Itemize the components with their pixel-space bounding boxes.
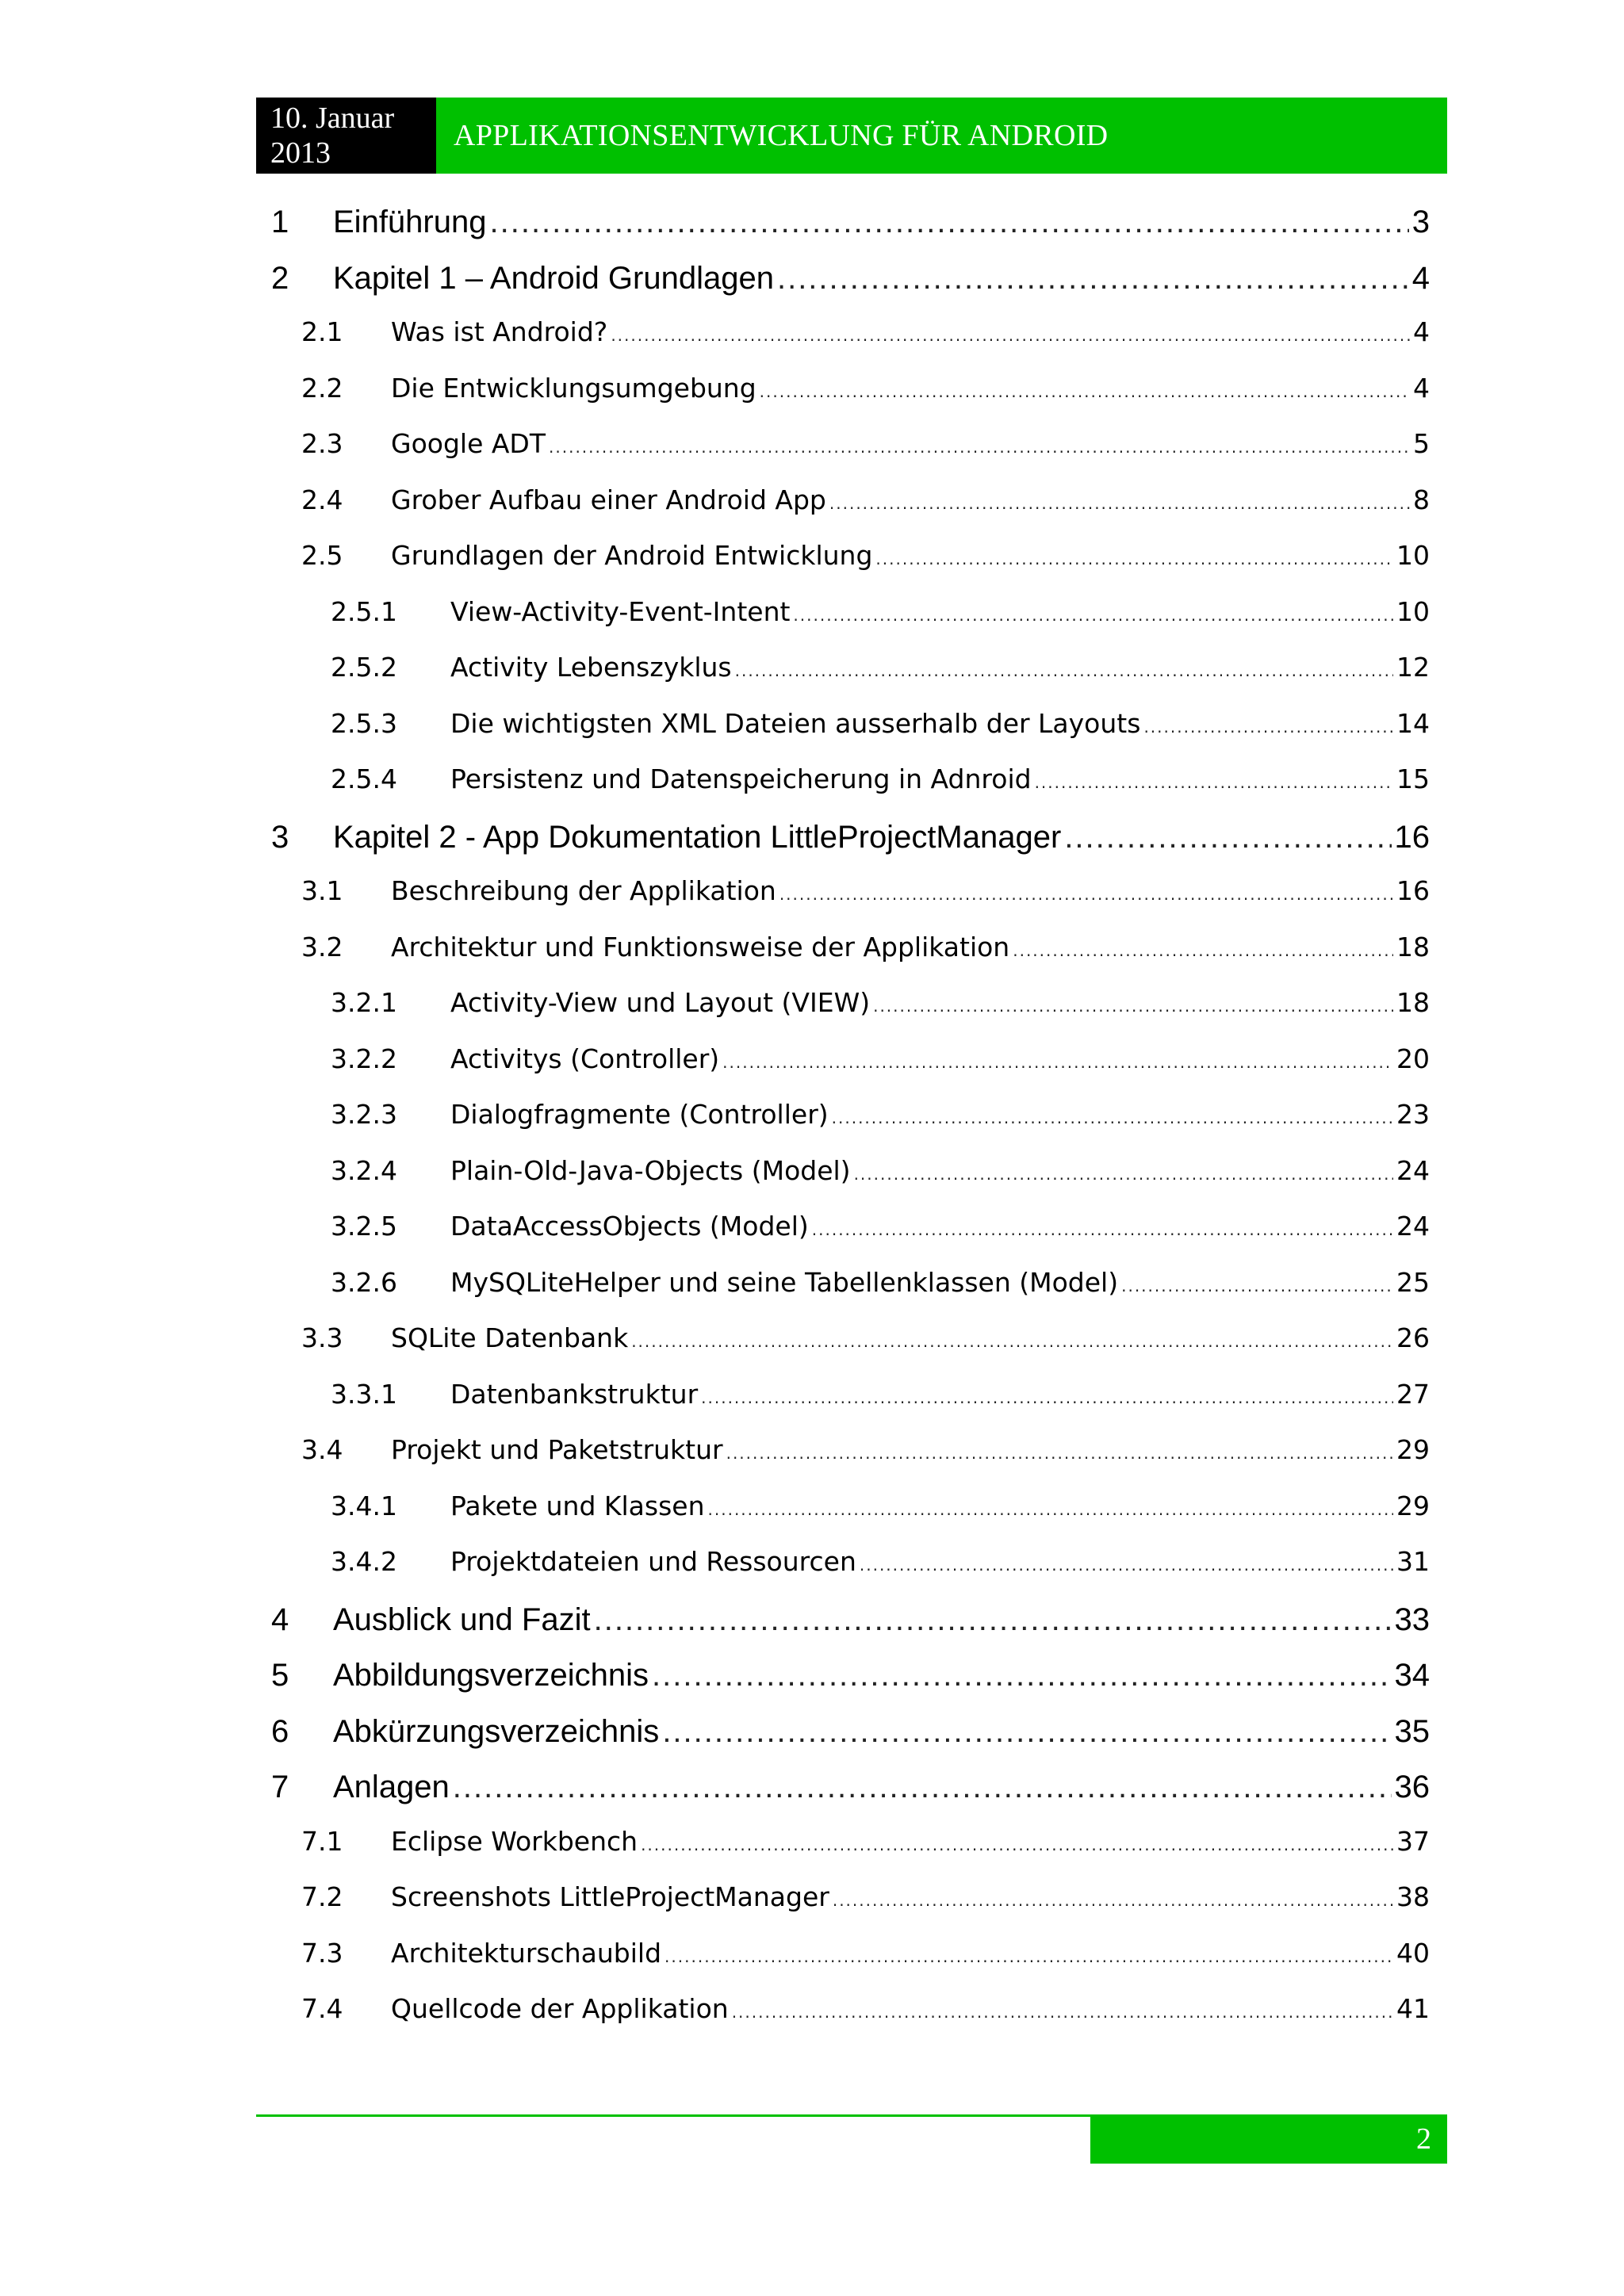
toc-dot-leader xyxy=(875,549,1393,568)
toc-entry[interactable] xyxy=(270,987,1430,1043)
toc-dot-leader xyxy=(832,1108,1393,1127)
toc-entry-page[interactable]: 14 xyxy=(1396,707,1430,739)
toc-entry-number: 3.1 xyxy=(301,875,343,906)
toc-entry[interactable] xyxy=(270,763,1430,820)
toc-dot-leader xyxy=(662,1714,1391,1750)
page-header xyxy=(256,98,1447,174)
toc-entry-number: 3.2.5 xyxy=(331,1211,397,1242)
toc-entry-number: 3.2.3 xyxy=(331,1099,397,1130)
toc-dot-leader xyxy=(854,1165,1393,1184)
toc-entry-title[interactable]: Grundlagen der Android Entwicklung xyxy=(391,540,873,571)
toc-entry-number: 3 xyxy=(271,819,289,855)
toc-entry-page[interactable]: 35 xyxy=(1394,1713,1430,1749)
toc-dot-leader xyxy=(1064,820,1391,855)
toc-entry-number: 7.1 xyxy=(301,1825,343,1857)
toc-entry[interactable] xyxy=(270,1379,1430,1435)
toc-entry-title[interactable]: Kapitel 2 - App Dokumentation LittleProjectManager xyxy=(333,819,1062,855)
toc-entry-title[interactable]: View-Activity-Event-Intent xyxy=(450,595,791,627)
toc-entry[interactable] xyxy=(270,540,1430,596)
toc-entry-number: 3.4 xyxy=(301,1434,343,1465)
toc-entry-number: 6 xyxy=(271,1713,289,1749)
toc-entry[interactable] xyxy=(270,875,1430,932)
toc-dot-leader xyxy=(1013,941,1393,960)
toc-entry[interactable] xyxy=(270,708,1430,764)
toc-entry-page[interactable]: 18 xyxy=(1396,987,1430,1018)
toc-entry-title[interactable]: Projekt und Paketstruktur xyxy=(391,1434,723,1465)
toc-entry-page[interactable]: 37 xyxy=(1396,1825,1430,1857)
toc-entry-title[interactable]: SQLite Datenbank xyxy=(391,1322,629,1353)
toc-entry-title[interactable]: Abkürzungsverzeichnis xyxy=(333,1713,660,1749)
toc-entry-title[interactable]: Screenshots LittleProjectManager xyxy=(391,1881,829,1912)
toc-entry[interactable] xyxy=(270,205,1430,261)
toc-entry-title[interactable]: Quellcode der Applikation xyxy=(391,1993,729,2024)
toc-entry-number: 7.2 xyxy=(301,1881,343,1912)
toc-entry-number: 3.2.1 xyxy=(331,987,397,1018)
toc-entry-page[interactable]: 24 xyxy=(1396,1154,1430,1186)
toc-entry-number: 2.5.4 xyxy=(331,763,397,794)
toc-entry-page[interactable]: 4 xyxy=(1413,316,1430,347)
toc-dot-leader xyxy=(777,261,1409,297)
toc-entry-page[interactable]: 29 xyxy=(1396,1490,1430,1521)
toc-dot-leader xyxy=(833,1891,1393,1910)
toc-entry-number: 7.4 xyxy=(301,1993,343,2024)
toc-entry-title[interactable]: Plain-Old-Java-Objects (Model) xyxy=(450,1154,851,1186)
toc-entry-title[interactable]: Pakete und Klassen xyxy=(450,1490,705,1521)
header-date-line2: 2013 xyxy=(270,136,331,170)
toc-entry-number: 3.3.1 xyxy=(331,1378,397,1410)
toc-dot-leader xyxy=(701,1388,1393,1407)
toc-entry-number: 7.3 xyxy=(301,1937,343,1969)
toc-entry-title[interactable]: Datenbankstruktur xyxy=(450,1378,699,1410)
toc-entry[interactable] xyxy=(270,1658,1430,1714)
toc-dot-leader xyxy=(760,382,1410,401)
toc-entry[interactable] xyxy=(270,1211,1430,1267)
toc-entry[interactable] xyxy=(270,1770,1430,1826)
toc-entry-page[interactable]: 33 xyxy=(1394,1601,1430,1637)
toc-entry-page[interactable]: 8 xyxy=(1413,484,1430,515)
toc-dot-leader xyxy=(860,1556,1393,1575)
toc-entry-number: 3.2.4 xyxy=(331,1154,397,1186)
toc-entry[interactable] xyxy=(270,1602,1430,1659)
toc-entry-number: 3.4.2 xyxy=(331,1546,397,1577)
header-title: APPLIKATIONSENTWICKLUNG FÜR ANDROID xyxy=(436,98,1447,174)
toc-entry-title[interactable]: Architekturschaubild xyxy=(391,1937,662,1969)
toc-dot-leader xyxy=(594,1602,1392,1638)
toc-entry-number: 3.2 xyxy=(301,931,343,962)
toc-dot-leader xyxy=(726,1444,1393,1463)
toc-dot-leader xyxy=(631,1332,1393,1351)
toc-entry[interactable] xyxy=(270,261,1430,317)
toc-entry-page[interactable]: 18 xyxy=(1396,931,1430,962)
toc-entry-title[interactable]: Persistenz und Datenspeicherung in Adnroid xyxy=(450,763,1032,794)
toc-dot-leader xyxy=(1143,718,1393,737)
toc-dot-leader xyxy=(812,1220,1393,1239)
toc-entry-number: 3.3 xyxy=(301,1322,343,1353)
toc-entry-page[interactable]: 40 xyxy=(1396,1937,1430,1969)
toc-dot-leader xyxy=(732,2003,1393,2022)
footer-page-number: 2 xyxy=(1090,2114,1447,2164)
toc-entry-title[interactable]: Activity Lebenszyklus xyxy=(450,652,732,683)
toc-entry[interactable] xyxy=(270,596,1430,652)
toc-entry-title[interactable]: MySQLiteHelper und seine Tabellenklassen (Model) xyxy=(450,1266,1119,1298)
toc-dot-leader xyxy=(793,606,1393,625)
toc-entry-title[interactable]: Einführung xyxy=(333,205,487,239)
toc-entry[interactable] xyxy=(270,484,1430,541)
toc-entry-title[interactable]: Architektur und Funktionsweise der Applikation xyxy=(391,931,1010,962)
toc-dot-leader xyxy=(1035,773,1393,792)
toc-entry-number: 2.3 xyxy=(301,428,343,459)
toc-dot-leader xyxy=(489,205,1408,240)
toc-entry-number: 5 xyxy=(271,1658,289,1693)
toc-entry-page[interactable]: 15 xyxy=(1396,763,1430,794)
toc-dot-leader xyxy=(873,997,1393,1016)
toc-entry-title[interactable]: Abbildungsverzeichnis xyxy=(333,1658,649,1693)
toc-entry-title[interactable]: Eclipse Workbench xyxy=(391,1825,638,1857)
toc-entry-title[interactable]: Die Entwicklungsumgebung xyxy=(391,372,756,404)
toc-entry[interactable] xyxy=(270,1267,1430,1323)
toc-entry-number: 4 xyxy=(271,1601,289,1637)
toc-entry[interactable] xyxy=(270,820,1430,876)
toc-entry[interactable] xyxy=(270,932,1430,988)
toc-entry-page[interactable]: 41 xyxy=(1396,1993,1430,2024)
toc-entry-page[interactable]: 23 xyxy=(1396,1099,1430,1130)
toc-entry-page[interactable]: 16 xyxy=(1394,819,1430,855)
toc-entry[interactable] xyxy=(270,1490,1430,1547)
toc-dot-leader xyxy=(652,1658,1391,1693)
toc-entry-title[interactable]: Google ADT xyxy=(391,428,546,459)
toc-entry-page[interactable]: 31 xyxy=(1396,1546,1430,1577)
toc-entry-number: 2.5 xyxy=(301,540,343,571)
toc-entry-number: 3.2.6 xyxy=(331,1266,397,1298)
table-of-contents xyxy=(270,205,1430,2049)
toc-dot-leader xyxy=(665,1947,1393,1966)
toc-entry-number: 1 xyxy=(271,205,289,239)
header-date xyxy=(256,98,436,174)
toc-entry-page[interactable]: 5 xyxy=(1413,428,1430,459)
toc-dot-leader xyxy=(611,326,1410,345)
toc-entry[interactable] xyxy=(270,1322,1430,1379)
toc-dot-leader xyxy=(735,661,1393,680)
toc-entry-title[interactable]: Was ist Android? xyxy=(391,316,608,347)
toc-entry-title[interactable]: Grober Aufbau einer Android App xyxy=(391,484,826,515)
toc-entry[interactable] xyxy=(270,1099,1430,1155)
toc-dot-leader xyxy=(722,1053,1393,1072)
toc-entry-number: 2.1 xyxy=(301,316,343,347)
toc-entry[interactable] xyxy=(270,1826,1430,1882)
toc-entry-page[interactable]: 26 xyxy=(1396,1322,1430,1353)
toc-entry-page[interactable]: 38 xyxy=(1396,1881,1430,1912)
toc-dot-leader xyxy=(708,1500,1393,1519)
toc-entry-title[interactable]: Ausblick und Fazit xyxy=(333,1601,591,1637)
toc-entry-page[interactable]: 4 xyxy=(1413,372,1430,404)
toc-entry-page[interactable]: 34 xyxy=(1394,1658,1430,1693)
toc-entry-number: 2.5.3 xyxy=(331,707,397,739)
toc-entry[interactable] xyxy=(270,1938,1430,1994)
toc-entry-title[interactable]: Projektdateien und Ressourcen xyxy=(450,1546,856,1577)
toc-entry[interactable] xyxy=(270,1546,1430,1602)
toc-dot-leader xyxy=(1121,1276,1393,1295)
toc-entry-page[interactable]: 3 xyxy=(1411,205,1430,239)
toc-entry-number: 3.2.2 xyxy=(331,1043,397,1074)
toc-entry-page[interactable]: 25 xyxy=(1396,1266,1430,1298)
toc-entry[interactable] xyxy=(270,373,1430,429)
toc-entry-title[interactable]: Activity-View und Layout (VIEW) xyxy=(450,987,871,1018)
toc-entry-title[interactable]: Kapitel 1 – Android Grundlagen xyxy=(333,260,774,296)
toc-entry-title[interactable]: Die wichtigsten XML Dateien ausserhalb der Layouts xyxy=(450,707,1141,739)
toc-entry-page[interactable]: 24 xyxy=(1396,1211,1430,1242)
toc-dot-leader xyxy=(829,494,1410,513)
toc-entry-page[interactable]: 20 xyxy=(1396,1043,1430,1074)
toc-entry-number: 2 xyxy=(271,260,289,296)
toc-dot-leader xyxy=(641,1835,1393,1854)
toc-entry[interactable] xyxy=(270,1434,1430,1490)
toc-entry-number: 3.4.1 xyxy=(331,1490,397,1521)
toc-entry-number: 7 xyxy=(271,1770,289,1804)
toc-entry-page[interactable]: 16 xyxy=(1396,875,1430,906)
toc-dot-leader xyxy=(779,885,1393,904)
header-date-line1: 10. Januar xyxy=(270,101,395,135)
toc-entry-title[interactable]: Beschreibung der Applikation xyxy=(391,875,776,906)
toc-entry[interactable] xyxy=(270,1993,1430,2049)
toc-entry[interactable] xyxy=(270,428,1430,484)
toc-entry-page[interactable]: 4 xyxy=(1411,260,1430,296)
toc-entry-page[interactable]: 27 xyxy=(1396,1378,1430,1410)
toc-entry-title[interactable]: Activitys (Controller) xyxy=(450,1043,720,1074)
toc-entry-number: 2.2 xyxy=(301,372,343,404)
toc-entry[interactable] xyxy=(270,1881,1430,1938)
toc-entry-page[interactable]: 10 xyxy=(1396,595,1430,627)
toc-entry[interactable] xyxy=(270,1043,1430,1100)
toc-entry-title[interactable]: Anlagen xyxy=(333,1770,450,1804)
toc-entry-title[interactable]: DataAccessObjects (Model) xyxy=(450,1211,809,1242)
toc-entry[interactable] xyxy=(270,1714,1430,1770)
toc-entry[interactable] xyxy=(270,652,1430,708)
toc-entry-number: 2.5.2 xyxy=(331,652,397,683)
toc-entry-page[interactable]: 29 xyxy=(1396,1434,1430,1465)
toc-entry-page[interactable]: 12 xyxy=(1396,652,1430,683)
toc-entry-page[interactable]: 10 xyxy=(1396,540,1430,571)
toc-dot-leader xyxy=(549,438,1410,457)
toc-entry-page[interactable]: 36 xyxy=(1394,1770,1430,1804)
toc-entry-number: 2.4 xyxy=(301,484,343,515)
toc-entry[interactable] xyxy=(270,1155,1430,1211)
toc-entry-number: 2.5.1 xyxy=(331,595,397,627)
toc-entry[interactable] xyxy=(270,316,1430,373)
toc-dot-leader xyxy=(453,1770,1392,1805)
toc-entry-title[interactable]: Dialogfragmente (Controller) xyxy=(450,1099,829,1130)
